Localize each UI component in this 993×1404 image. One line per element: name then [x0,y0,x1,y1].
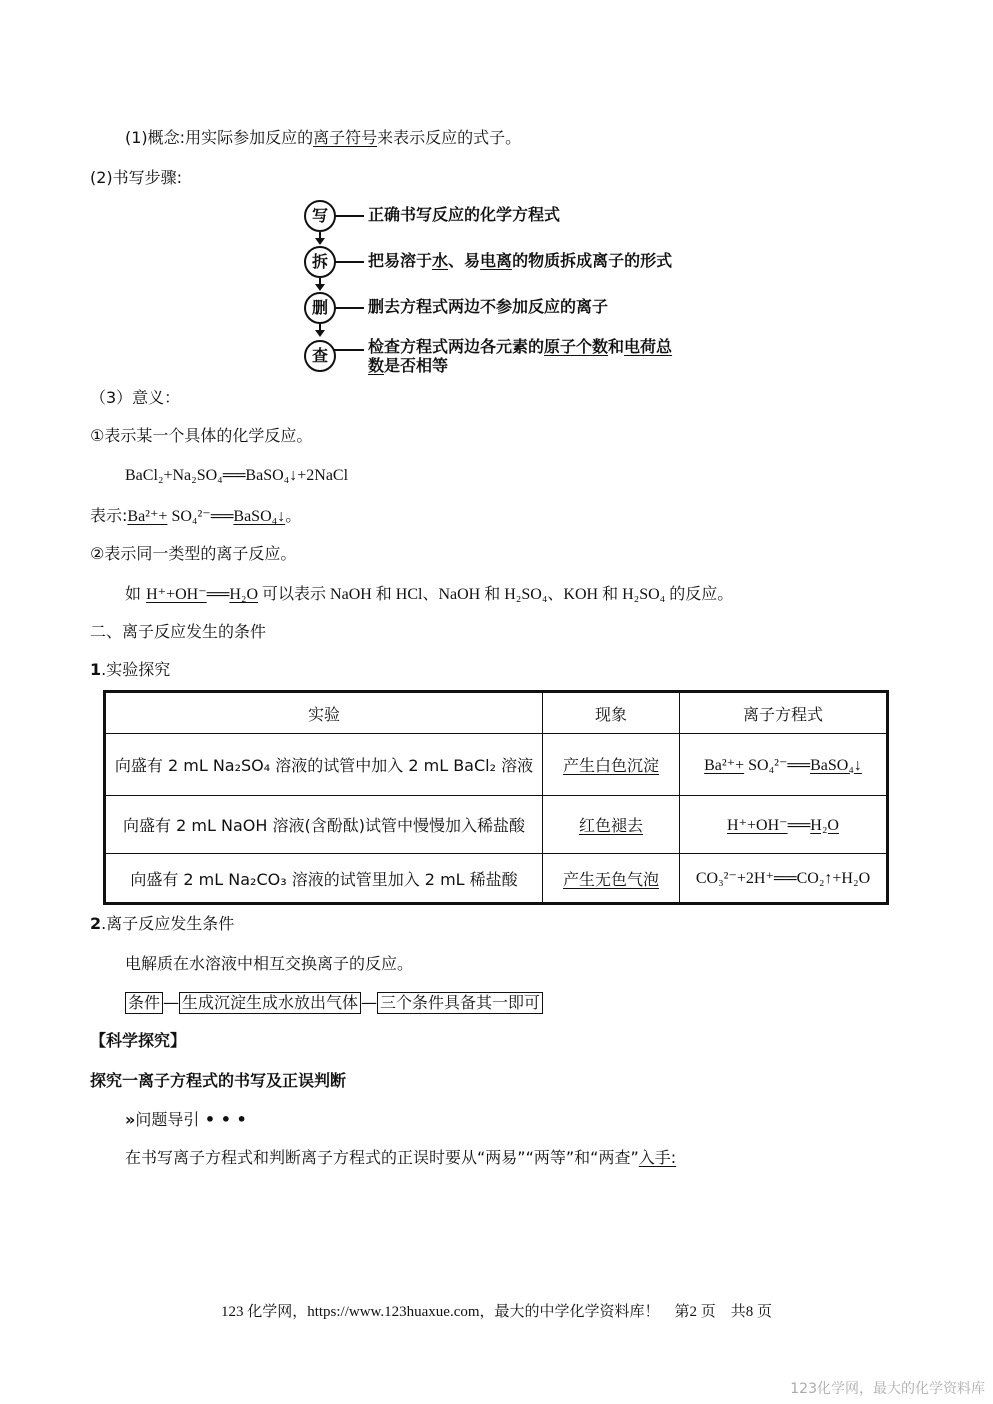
step-split-circle: 拆 [304,246,336,278]
flow-connector [334,349,364,351]
concept-line [125,128,521,148]
subsection-2-num: 2 [90,914,102,933]
table-cell-experiment: 向盛有 2 mL NaOH 溶液(含酚酞)试管中慢慢加入稀盐酸 [105,796,543,854]
equation-bacl2: BaCl₂+Na₂SO₄══BaSO₄↓+2NaCl [125,467,349,484]
two-rules-underlined: 入手: [638,1148,677,1167]
step-split-b: 、易 [448,251,481,270]
subsection-1-num: 1 [90,660,102,679]
arrow-down-icon [315,238,325,245]
step-check-u2: 电荷总 [624,337,673,356]
step-check-circle: 查 [304,340,336,372]
eq-reactant: H⁺+OH⁻ [727,816,788,834]
section-2-title: 二、离子反应发生的条件 [90,622,267,641]
step-check-text [368,337,672,375]
step-split-u2: 电离 [480,251,513,270]
equation-ionic-1 [90,506,301,527]
condition-box-3: 三个条件具备其一即可 [377,992,543,1014]
subsection-2-title [90,914,234,934]
table-header: 离子方程式 [680,692,888,734]
eq2-arrow: ══ [206,586,230,603]
table-header-row [105,692,888,734]
phenomenon-text: 产生无色气泡 [562,869,659,889]
equation-ionic-2 [125,584,733,605]
eq2-product: H₂O [229,586,259,603]
flow-connector [334,307,364,309]
writing-steps-flowchart [296,198,716,376]
condition-box-1: 条件 [125,992,163,1014]
condition-box-2: 生成沉淀生成水放出气体 [179,992,361,1014]
eq2-suffix: 可以表示 NaOH 和 HCl、NaOH 和 H₂SO₄、KOH 和 H₂SO₄ 的反应。 [258,586,734,603]
page-footer: 123 化学网，https://www.123huaxue.com，最大的中学化学资料库！ 第2 页 共8 页 [220,1304,773,1320]
eq1b-ion2: SO₄²⁻══ [167,508,234,525]
table-row [105,796,888,854]
table-cell-phenomenon [543,796,680,854]
concept-label: (1)概念: [125,128,186,147]
eq-mid: CO₃²⁻+2H⁺══CO₂↑+H₂O [695,870,871,887]
step-check-b: 和 [608,337,625,356]
table-cell-experiment: 向盛有 2 mL Na₂SO₄ 溶液的试管中加入 2 mL BaCl₂ 溶液 [105,734,543,796]
concept-text-a: 用实际参加反应的 [185,128,314,147]
flow-connector [334,261,364,263]
inquiry-1-title: 探究一离子方程式的书写及正误判断 [90,1071,347,1090]
step-check-u3: 数 [368,356,385,375]
eq1b-ion1: Ba²⁺+ [127,508,168,525]
question-guide-text: 问题导引 [135,1110,200,1129]
condition-boxes: 条件 — 生成沉淀生成水放出气体 — 三个条件具备其一即可 [125,992,543,1014]
step-delete-text: 删去方程式两边不参加反应的离子 [368,297,609,316]
step-write-text: 正确书写反应的化学方程式 [368,205,561,224]
phenomenon-text: 产生白色沉淀 [562,756,659,775]
table-cell-equation [680,854,888,904]
double-chevron-icon: » [125,1110,136,1129]
eq1b-end: 。 [285,506,302,525]
table-header: 实验 [105,692,543,734]
meaning-item-2: ②表示同一类型的离子反应。 [90,544,297,563]
concept-text-b: 来表示反应的式子。 [377,128,522,147]
meaning-heading: （3）意义： [90,388,181,407]
concept-underlined: 离子符号 [313,128,378,147]
eq-mid: ══ [787,816,811,834]
eq1b-product: BaSO₄↓ [233,508,286,525]
step-split-c: 的物质拆成离子的形式 [512,251,673,270]
table-cell-phenomenon [543,734,680,796]
eq-mid: SO₄²⁻══ [744,756,811,774]
table-cell-phenomenon [543,854,680,904]
condition-description: 电解质在水溶液中相互交换离子的反应。 [125,954,414,973]
eq2-prefix: 如 [125,584,147,603]
step-split-text [368,251,672,271]
table-row [105,734,888,796]
eq2-reactants: H⁺+OH⁻ [146,586,207,603]
step-check-u1: 原子个数 [544,337,609,356]
eq1b-label: 表示: [90,506,128,525]
step-check-c: 是否相等 [384,356,449,375]
eq-reactant: Ba²⁺+ [704,756,745,774]
subsection-2-text: .离子反应发生条件 [101,914,235,933]
question-guide [125,1110,247,1130]
eq-product: H₂O [810,816,839,834]
arrow-down-icon [315,330,325,337]
phenomenon-text: 红色褪去 [578,816,643,835]
flow-connector [334,215,364,217]
table-cell-experiment: 向盛有 2 mL Na₂CO₃ 溶液的试管里加入 2 mL 稀盐酸 [105,854,543,904]
step-split-u1: 水 [432,251,449,270]
table-row [105,854,888,904]
table-cell-equation [680,796,888,854]
experiment-table [103,690,889,905]
two-rules-text: 在书写离子方程式和判断离子方程式的正误时要从“两易”“两等”和“两查” [125,1148,639,1167]
meaning-item-1: ①表示某一个具体的化学反应。 [90,426,313,445]
step-delete-circle: 删 [304,292,336,324]
two-rules-paragraph [125,1148,676,1168]
step-split-a: 把易溶于 [368,251,433,270]
science-inquiry-heading: 【科学探究】 [90,1031,187,1050]
watermark: 123化学网，最大的化学资料库 [790,1381,985,1397]
table-cell-equation [680,734,888,796]
subsection-1-text: .实验探究 [101,660,171,679]
eq-product: BaSO₄↓ [810,756,862,774]
subsection-1-title [90,660,170,680]
arrow-down-icon [315,284,325,291]
step-check-a: 检查方程式两边各元素的 [368,337,545,356]
table-header: 现象 [543,692,680,734]
dots-icon: • • • [199,1110,247,1129]
step-write-circle: 写 [304,200,336,232]
steps-heading: (2)书写步骤: [90,168,183,187]
